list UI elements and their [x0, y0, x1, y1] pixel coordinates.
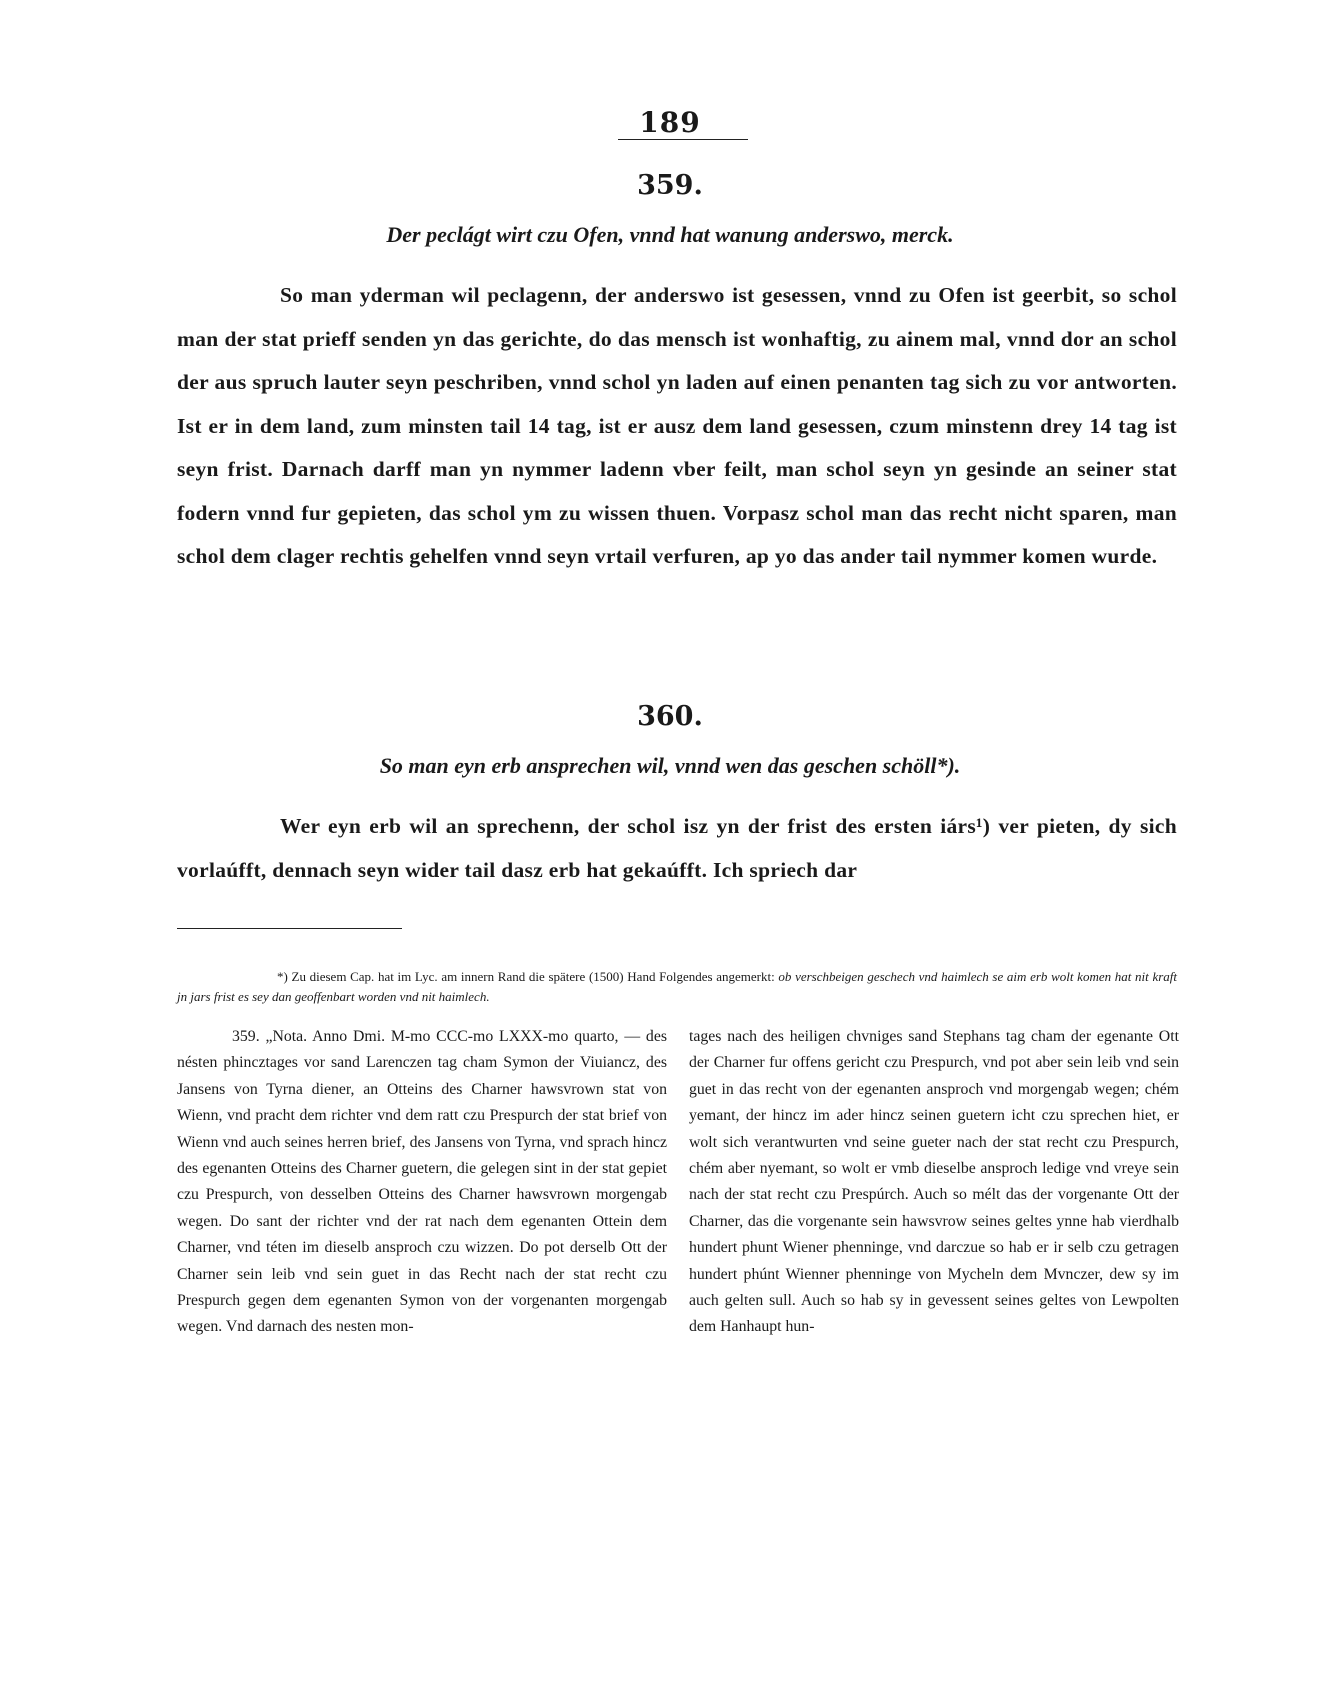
notes-right-column: tages nach des heiligen chvniges sand Stephans tag cham der egenante Ott der Charner fur offens gericht czu Prespurch, vnd pot aber sein leib vnd sein guet in das recht von der egenanten ansproch vnd morgengab wegen; chém yemant, der hincz im ader hincz seinen guetern icht czu sprechen hiet, er wolt sich verantwurten vnd seine gueter nach der stat recht czu Prespurch, chém aber nyemant, so wolt er vmb dieselbe ansproch ledige vnd vreye sein nach der stat recht czu Prespúrch. Auch so mélt das der vorgenante Ott der Charner, das die vorgenante sein hawsvrow seines geltes ynne hab vierdhalb hundert phunt Wiener phenninge, vnd darczue so hab er ir selb czu getragen hundert phúnt Wienner phenninge von Mycheln dem Mvnczer, dew sy im auch gelten sull. Auch so hab sy in gevessent seines geltes von Lewpolten dem Hanhaupt hun- — [689, 1028, 1179, 1336]
section-heading-360: So man eyn erb ansprechen wil, vnnd wen das geschen schöll*). — [379, 753, 961, 778]
footnote-rule — [177, 928, 402, 929]
section-number-360: 360. — [637, 701, 703, 732]
section-text-360: Wer eyn erb wil an sprechenn, der schol isz yn der frist des ersten iárs¹) ver pieten, dy sich vorlaúfft, dennach seyn wider tail dasz erb hat gekaúfft. Ich spriech dar — [177, 814, 1177, 882]
notes-left-column: 359. „Nota. Anno Dmi. M-mo CCC-mo LXXX-mo quarto, — des nésten phincztages vor sand Larenczen tag cham Symon der Viuiancz, des Jansens von Tyrna diener, an Otteins des Charner hawsvrown stat von Wienn, vnd pracht dem richter vnd dem ratt czu Prespurch der stat brief von Wienn vnd auch seines herren brief, des Jansens von Tyrna, vnd sprach hincz des egenanten Otteins des Charner guetern, die gelegen sint in der stat gepiet czu Prespurch, von desselben Otteins des Charner hawsvrown morgengab wegen. Do sant der richter vnd der rat nach dem egenanten Ottein dem Charner, vnd téten im dieselb ansproch czu wizzen. Do pot derselb Ott der Charner sein leib vnd sein guet in das Recht nach der stat recht czu Prespurch gegen dem egenanten Symon von der vorgenanten morgengab wegen. Vnd darnach des nesten mon- — [177, 1028, 667, 1336]
footnote-text: *) Zu diesem Cap. hat im Lyc. am innern Rand die spätere (1500) Hand Folgendes angemerkt: — [277, 969, 775, 984]
page-number: 189 — [639, 106, 701, 139]
section-text-359: So man yderman wil peclagenn, der anderswo ist gesessen, vnnd zu Ofen ist geerbit, so schol man der stat prieff senden yn das gerichte, do das mensch ist wonhaftig, zu ainem mal, vnnd dor an schol der aus spruch lauter seyn peschriben, vnnd schol yn laden auf einen penanten tag sich zu vor antworten. Ist er in dem land, zum minsten tail 14 tag, ist er ausz dem land gesessen, czum minstenn drey 14 tag ist seyn frist. Darnach darff man yn nymmer ladenn vber feilt, man schol seyn yn gesinde an seiner stat fodern vnnd fur gepieten, das schol ym zu wissen thuen. Vorpasz schol man das recht nicht sparen, man schol dem clager rechtis gehelfen vnnd seyn vrtail verfuren, ap yo das ander tail nymmer komen wurde. — [177, 283, 1177, 568]
footnote-italic-text: ob verschbeigen geschech vnd haimlech se aim erb wolt komen hat nit kraft jn jars frist es sey dan geoffenbart worden vnd nit haimlech. — [177, 969, 1178, 1004]
section-number-359: 359. — [637, 170, 703, 201]
section-heading-359: Der peclágt wirt czu Ofen, vnnd hat wanung anderswo, merck. — [386, 222, 954, 247]
page-number-rule — [618, 139, 748, 140]
footnote — [177, 967, 1177, 1007]
